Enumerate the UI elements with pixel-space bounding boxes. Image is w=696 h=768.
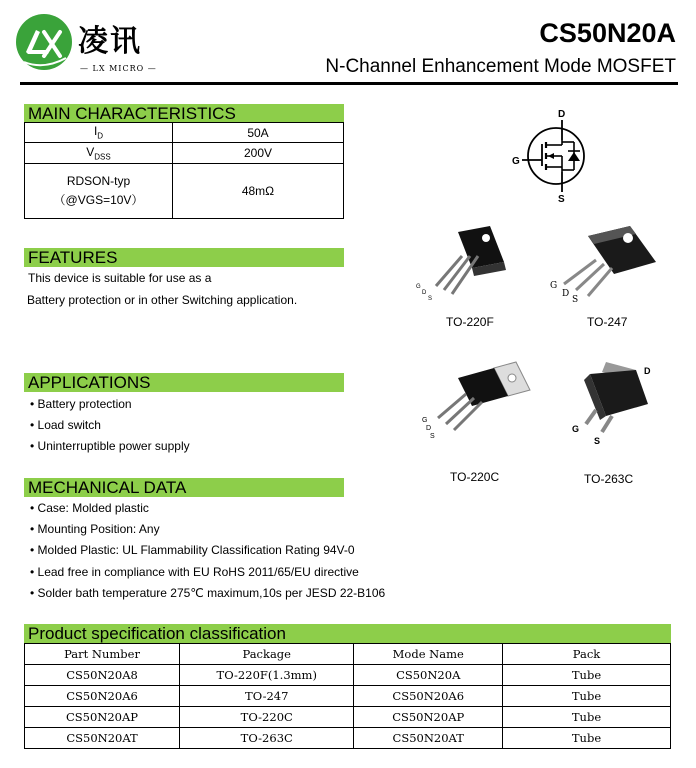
column-header: Pack [503, 644, 671, 665]
to263c-pin-g-label: G [572, 424, 580, 434]
applications-item: • Load switch [30, 418, 101, 432]
brand-english-name: — LX MICRO — [80, 64, 157, 73]
table-cell: TO-220F(1.3mm) [180, 665, 354, 686]
product-spec-table [24, 643, 671, 749]
table-cell: TO-263C [180, 728, 354, 749]
symbol-s-label: S [558, 194, 565, 205]
table-cell: CS50N20AP [25, 707, 180, 728]
table-cell: Tube [503, 728, 671, 749]
mechanical-item: • Molded Plastic: UL Flammability Classification Rating 94V-0 [30, 543, 355, 557]
table-cell: Tube [503, 686, 671, 707]
to263c-package-icon [566, 360, 656, 450]
table-row [25, 686, 671, 707]
column-header: Part Number [25, 644, 180, 665]
to247-pin-s-label: S [572, 295, 579, 305]
table-row [25, 143, 344, 164]
table-row [25, 665, 671, 686]
table-cell: CS50N20A8 [25, 665, 180, 686]
part-number-title: CS50N20A [539, 18, 676, 48]
value-cell: 50A [173, 123, 344, 143]
features-title: FEATURES [24, 248, 344, 267]
to263c-pin-d-label: D [644, 366, 651, 376]
table-cell: Tube [503, 707, 671, 728]
value-cell: 48mΩ [173, 164, 344, 219]
mechanical-item: • Case: Molded plastic [30, 501, 149, 515]
param-cell: $V_{DSS}$ [25, 143, 173, 164]
to220f-pin-d-label: D [422, 290, 427, 296]
table-cell: Tube [503, 665, 671, 686]
mechanical-data-title: MECHANICAL DATA [24, 478, 344, 497]
table-cell: CS50N20A6 [25, 686, 180, 707]
symbol-d-label: D [558, 109, 566, 120]
to220f-label: TO-220F [446, 315, 494, 329]
mechanical-item: • Mounting Position: Any [30, 522, 160, 536]
applications-title: APPLICATIONS [24, 373, 344, 392]
main-characteristics-title: MAIN CHARACTERISTICS [24, 104, 344, 123]
value-cell: 200V [173, 143, 344, 164]
to220f-package-icon [412, 222, 512, 306]
table-header-row [25, 644, 671, 665]
table-row [25, 164, 344, 219]
table-row [25, 707, 671, 728]
to247-pin-g-label: G [550, 281, 558, 291]
symbol-g-label: G [512, 156, 520, 167]
table-cell: CS50N20AT [25, 728, 180, 749]
table-cell: CS50N20A [354, 665, 503, 686]
to247-package-icon [544, 222, 664, 306]
to263c-pin-s-label: S [594, 436, 601, 446]
applications-item: • Battery protection [30, 397, 132, 411]
applications-item: • Uninterruptible power supply [30, 439, 190, 453]
to220c-package-icon [412, 360, 532, 444]
to220f-pin-g-label: G [416, 284, 421, 290]
to247-pin-d-label: D [562, 289, 570, 299]
brand-chinese-name: 凌讯 [78, 24, 142, 59]
table-cell: CS50N20A6 [354, 686, 503, 707]
column-header: Mode Name [354, 644, 503, 665]
table-cell: TO-247 [180, 686, 354, 707]
table-row [25, 123, 344, 143]
column-header: Package [180, 644, 354, 665]
to220c-label: TO-220C [450, 470, 500, 484]
table-row [25, 728, 671, 749]
features-line-2: Battery protection or in other Switching application. [27, 293, 298, 307]
table-cell: CS50N20AT [354, 728, 503, 749]
header-divider [20, 82, 678, 85]
param-cell: $I_D$ [25, 123, 173, 143]
to220c-pin-d-label: D [426, 425, 432, 432]
mosfet-symbol-icon [508, 104, 598, 206]
to220c-pin-g-label: G [422, 417, 428, 424]
mechanical-item: • Solder bath temperature 275℃ maximum,10s per JESD 22-B106 [30, 586, 386, 600]
table-cell: TO-220C [180, 707, 354, 728]
to220c-pin-s-label: S [430, 433, 435, 440]
mechanical-item: • Lead free in compliance with EU RoHS 2011/65/EU directive [30, 565, 359, 579]
device-subtitle: N-Channel Enhancement Mode MOSFET [325, 56, 676, 77]
to247-label: TO-247 [587, 315, 628, 329]
features-line-1: This device is suitable for use as a [28, 271, 212, 285]
to263c-label: TO-263C [584, 472, 634, 486]
main-characteristics-table [24, 122, 344, 219]
product-spec-title: Product specification classification [24, 624, 671, 643]
to220f-pin-s-label: S [428, 296, 433, 302]
table-cell: CS50N20AP [354, 707, 503, 728]
param-cell: RDSON-typ （@VGS=10V） [25, 164, 173, 219]
